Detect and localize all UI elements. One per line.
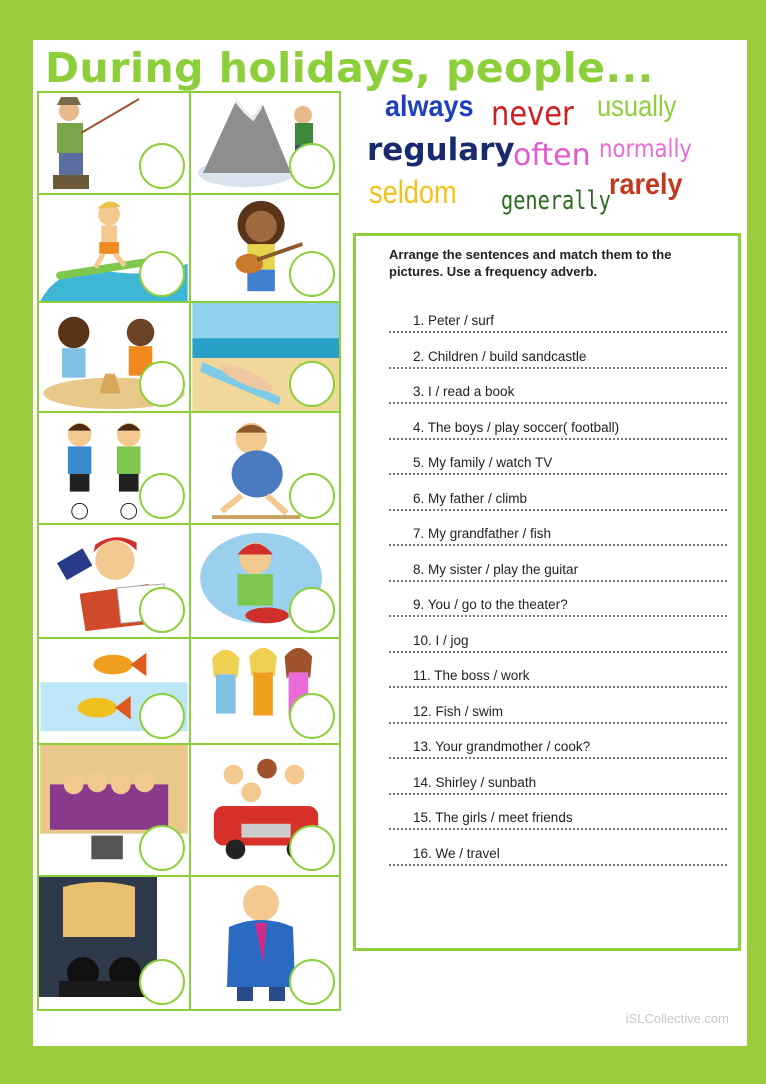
answer-circle[interactable] bbox=[139, 587, 185, 633]
sentence-prompt: 7. My grandfather / fish bbox=[413, 526, 552, 541]
picture-row bbox=[39, 639, 339, 745]
fisherman-picture bbox=[39, 93, 189, 193]
answer-circle[interactable] bbox=[139, 143, 185, 189]
picture-row bbox=[39, 93, 339, 195]
sentence-prompt: 11. The boss / work bbox=[413, 668, 530, 683]
sentence-prompt: 1. Peter / surf bbox=[413, 313, 495, 328]
answer-circle[interactable] bbox=[289, 473, 335, 519]
answer-line[interactable] bbox=[389, 367, 727, 369]
sentence-prompt: 2. Children / build sandcastle bbox=[413, 348, 587, 364]
answer-line[interactable] bbox=[389, 438, 727, 440]
sentence-item bbox=[389, 418, 729, 454]
sentence-item bbox=[389, 773, 729, 809]
sentence-item bbox=[389, 595, 729, 631]
answer-line[interactable] bbox=[389, 651, 727, 653]
sentence-item bbox=[389, 311, 729, 347]
picture-row bbox=[39, 745, 339, 877]
answer-circle[interactable] bbox=[139, 693, 185, 739]
picture-row bbox=[39, 877, 339, 1009]
reading-boy-picture bbox=[39, 525, 189, 637]
adverb-always: always bbox=[385, 90, 474, 123]
picture-row bbox=[39, 195, 339, 303]
sandcastle-kids-picture bbox=[39, 303, 189, 411]
adverb-generally: generally bbox=[501, 186, 611, 216]
adverb-never: never bbox=[491, 94, 574, 134]
sentence-item bbox=[389, 347, 729, 383]
answer-line[interactable] bbox=[389, 402, 727, 404]
exercise-box bbox=[353, 233, 741, 951]
sentence-item bbox=[389, 524, 729, 560]
answer-line[interactable] bbox=[389, 473, 727, 475]
answer-line[interactable] bbox=[389, 793, 727, 795]
sentence-item bbox=[389, 631, 729, 667]
answer-circle[interactable] bbox=[139, 959, 185, 1005]
worksheet bbox=[33, 40, 747, 1046]
fish-picture bbox=[39, 639, 189, 743]
adverb-often: often bbox=[513, 138, 591, 173]
adverb-regulary: regulary bbox=[367, 132, 515, 168]
adverb-seldom: seldom bbox=[369, 174, 457, 210]
sentence-item bbox=[389, 844, 729, 880]
family-car-picture bbox=[189, 745, 339, 875]
answer-line[interactable] bbox=[389, 757, 727, 759]
answer-circle[interactable] bbox=[139, 251, 185, 297]
sunbathing-picture bbox=[189, 303, 339, 411]
sentence-item bbox=[389, 666, 729, 702]
answer-line[interactable] bbox=[389, 615, 727, 617]
worksheet-title: During holidays, people... bbox=[45, 44, 654, 92]
sentence-prompt: 12. Fish / swim bbox=[413, 703, 504, 719]
answer-circle[interactable] bbox=[289, 143, 335, 189]
sentence-item bbox=[389, 382, 729, 418]
picture-row bbox=[39, 303, 339, 413]
picture-row bbox=[39, 413, 339, 525]
sentence-item bbox=[389, 702, 729, 738]
answer-line[interactable] bbox=[389, 864, 727, 866]
sentence-prompt: 4. The boys / play soccer( football) bbox=[413, 419, 620, 435]
sentence-item bbox=[389, 453, 729, 489]
answer-line[interactable] bbox=[389, 544, 727, 546]
picture-row bbox=[39, 525, 339, 639]
sentence-prompt: 6. My father / climb bbox=[413, 490, 528, 506]
answer-circle[interactable] bbox=[289, 825, 335, 871]
instructions: Arrange the sentences and match them to the pictures. Use a frequency adverb. bbox=[389, 247, 672, 279]
answer-line[interactable] bbox=[389, 509, 727, 511]
sentence-prompt: 5. My family / watch TV bbox=[413, 455, 553, 470]
sentence-prompt: 13. Your grandmother / cook? bbox=[413, 739, 591, 754]
adverb-word-cloud bbox=[363, 86, 723, 226]
answer-circle[interactable] bbox=[139, 361, 185, 407]
jogger-picture bbox=[189, 413, 339, 523]
sentence-item bbox=[389, 737, 729, 773]
sentence-item bbox=[389, 560, 729, 596]
sentence-prompt: 14. Shirley / sunbath bbox=[413, 774, 537, 790]
family-tv-picture bbox=[39, 745, 189, 875]
answer-circle[interactable] bbox=[289, 361, 335, 407]
answer-line[interactable] bbox=[389, 828, 727, 830]
sentence-prompt: 3. I / read a book bbox=[413, 384, 515, 399]
adverb-usually: usually bbox=[597, 90, 677, 123]
picture-grid bbox=[37, 91, 341, 1011]
sentence-prompt: 15. The girls / meet friends bbox=[413, 810, 573, 825]
answer-line[interactable] bbox=[389, 331, 727, 333]
answer-line[interactable] bbox=[389, 580, 727, 582]
answer-circle[interactable] bbox=[139, 825, 185, 871]
guitar-girl-picture bbox=[189, 195, 339, 301]
soccer-boys-picture bbox=[39, 413, 189, 523]
sentence-prompt: 9. You / go to the theater? bbox=[413, 597, 568, 612]
answer-circle[interactable] bbox=[289, 587, 335, 633]
adverb-normally: normally bbox=[599, 134, 692, 163]
surfer-picture bbox=[39, 195, 189, 301]
adverb-rarely: rarely bbox=[609, 168, 683, 201]
sentence-item bbox=[389, 489, 729, 525]
answer-circle[interactable] bbox=[289, 251, 335, 297]
sentence-prompt: 16. We / travel bbox=[413, 845, 500, 861]
theater-picture bbox=[39, 877, 189, 1009]
answer-circle[interactable] bbox=[289, 693, 335, 739]
answer-line[interactable] bbox=[389, 686, 727, 688]
credit-watermark: iSLCollective.com bbox=[625, 1011, 729, 1026]
climber-picture bbox=[189, 93, 339, 193]
answer-line[interactable] bbox=[389, 722, 727, 724]
sentence-item bbox=[389, 808, 729, 844]
answer-circle[interactable] bbox=[139, 473, 185, 519]
grandmother-cooking-picture bbox=[189, 525, 339, 637]
sentence-prompt: 8. My sister / play the guitar bbox=[413, 561, 579, 577]
answer-circle[interactable] bbox=[289, 959, 335, 1005]
boss-picture bbox=[189, 877, 339, 1009]
sentence-prompt: 10. I / jog bbox=[413, 632, 469, 648]
girls-friends-picture bbox=[189, 639, 339, 743]
